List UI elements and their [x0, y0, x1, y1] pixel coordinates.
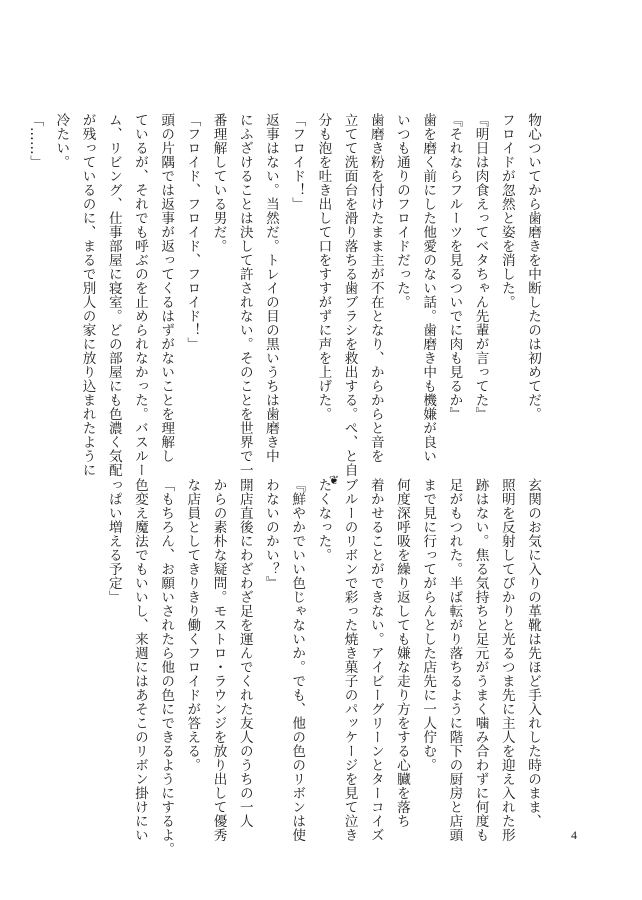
text-line: が残っているのに、まるで別人の家に放り込まれたように	[79, 113, 96, 477]
section-divider-ornament: ❦	[329, 473, 340, 487]
text-line: 番理解している男だ。	[210, 113, 227, 253]
text-line: フロイドが忽然と姿を消した。	[498, 113, 515, 309]
text-line: な店員としてきりきり働くフロイドが答える。	[184, 478, 201, 772]
text-line: ブルーのリボンで彩った焼き菓子のパッケージを見て泣き	[341, 478, 358, 842]
text-line: 足がもつれた。半ば転がり落ちるように階下の厨房と店頭	[446, 478, 463, 842]
text-line: 分も泡を吐き出して口をすすがずに声を上げた。	[315, 113, 332, 421]
text-line: まで見に行ってがらんとした店先に一人佇む。	[420, 478, 437, 772]
text-line: 「フロイド、フロイド、フロイド！」	[184, 113, 201, 351]
text-line: 「フロイド！」	[289, 113, 306, 211]
text-line: ム、リビング、仕事部屋に寝室。どの部屋にも色濃く気配	[105, 113, 122, 477]
lower-text-block	[101, 478, 546, 856]
text-line: 「もちろん、お願いされたら他の色にできるようにするよ。	[158, 478, 175, 856]
text-line: ているが、それでも呼ぶのを止められなかった。バスルー	[131, 113, 148, 477]
text-line: 何度深呼吸を繰り返しても嫌な走り方をする心臓を落ち	[393, 478, 410, 828]
text-line: 『鮮やかでいい色じゃないか。でも、他の色のリボンは使	[289, 478, 306, 842]
text-line: 「……」	[27, 113, 44, 169]
text-line: 開店直後にわざわざ足を運んでくれた友人のうちの一人	[236, 478, 253, 828]
text-line: からの素朴な疑問。モストロ・ラウンジを放り出して優秀	[210, 478, 227, 842]
upper-text-block	[22, 113, 546, 483]
text-line: 照明を反射してぴかりと光るつま先に主人を迎え入れた形	[498, 478, 515, 842]
text-line: 跡はない。焦る気持ちと足元がうまく噛み合わずに何度も	[472, 478, 489, 842]
text-line: っぱい増える予定」	[105, 478, 122, 604]
text-line: 冷たい。	[53, 113, 70, 169]
text-line: 頭の片隅では返事が返ってくるはずがないことを理解し	[158, 113, 175, 463]
text-line: たくなった。	[315, 478, 332, 562]
text-line: 着かせることができない。アイビーグリーンとターコイズ	[367, 478, 384, 842]
text-line: 『それならフルーツを見るついでに肉も見るか』	[446, 113, 463, 421]
text-line: いつも通りのフロイドだった。	[393, 113, 410, 309]
text-line: 玄関のお気に入りの革靴は先ほど手入れした時のまま、	[525, 478, 541, 828]
text-line: 『明日は肉食えってベタちゃん先輩が言ってた』	[472, 113, 489, 421]
text-line: 歯磨き粉を付けたまま主が不在となり、からからと音を	[367, 113, 384, 463]
page-number: 4	[571, 828, 577, 842]
text-line: わないのかい？』	[262, 478, 279, 590]
text-line: 物心ついてから歯磨きを中断したのは初めてだ。	[525, 113, 541, 421]
text-line: 返事はない。当然だ。トレイの目の黒いうちは歯磨き中	[262, 113, 279, 463]
text-line: 歯を磨く前にした他愛のない話。歯磨き中も機嫌が良い	[420, 113, 437, 463]
text-line: 立てて洗面台を滑り落ちる歯ブラシを救出する。ぺ、と自	[341, 113, 358, 477]
text-line: にふざけることは決して許されない。そのことを世界で一	[236, 113, 253, 477]
text-line: 色変え魔法でもいいし、来週にはあそこのリボン掛けにい	[131, 478, 148, 842]
